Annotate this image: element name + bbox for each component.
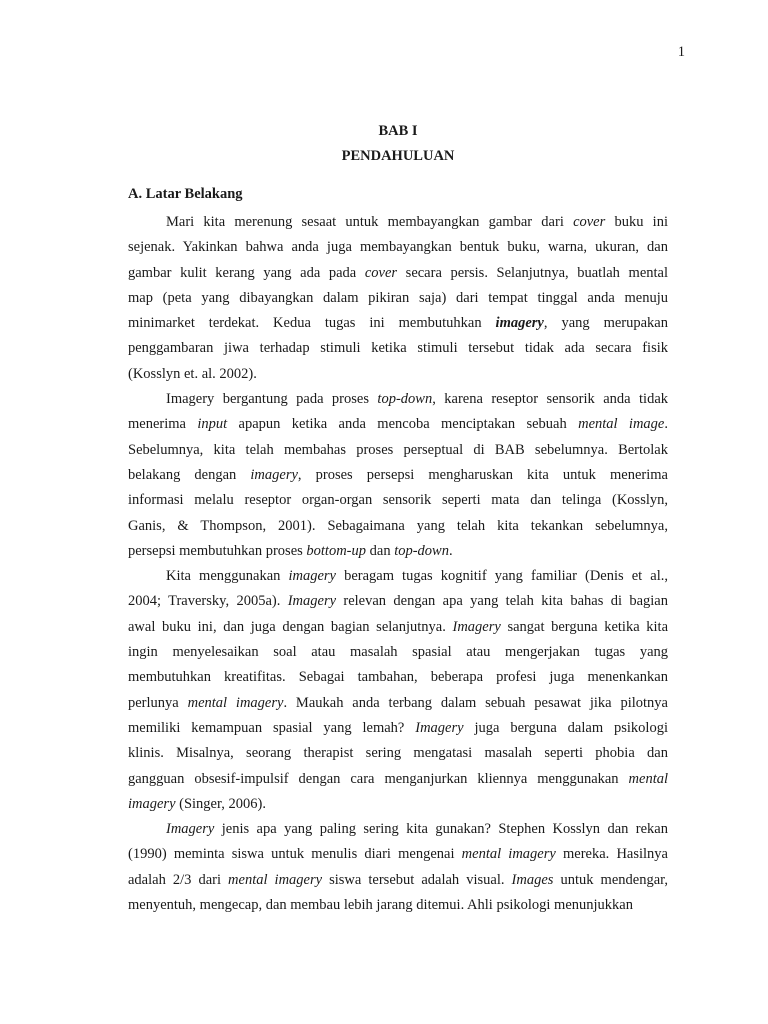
text-run: (Singer, 2006). (175, 795, 266, 812)
text-run: Ganis, & Thompson, 2001). Sebagaimana yang telah kita tekankan sebelumnya, (128, 517, 668, 534)
text-line (128, 868, 668, 893)
text-line (128, 665, 668, 690)
text-run: memiliki kemampuan spasial yang lemah? (128, 719, 416, 736)
section-heading: A. Latar Belakang (128, 186, 243, 202)
text-run: , karena reseptor sensorik anda tidak (432, 391, 669, 408)
text-line (128, 311, 668, 336)
text-run: menyentuh, mengecap, dan membau lebih jarang ditemui. Ahli psikologi menunjukkan (128, 897, 633, 914)
text-line (128, 362, 668, 387)
text-run: adalah 2/3 dari (128, 871, 229, 888)
text-run: mental imagery (228, 871, 323, 888)
text-run: top-down (394, 542, 449, 559)
text-run: Imagery (452, 618, 501, 635)
text-run: mental image (578, 416, 665, 433)
text-run: minimarket terdekat. Kedua tugas ini membutuhkan (128, 315, 496, 332)
text-run: apapun ketika anda mencoba menciptakan sebuah (227, 416, 579, 433)
text-line (128, 893, 668, 918)
text-run: sangat berguna ketika kita (500, 618, 669, 635)
text-line (128, 514, 668, 539)
text-run: , proses persepsi mengharuskan kita untuk menerima (297, 466, 668, 483)
text-line (128, 336, 668, 361)
text-run: buku ini (605, 214, 668, 230)
text-run: . Maukah anda terbang dalam sebuah pesawat jika pilotnya (283, 694, 668, 711)
text-line (128, 286, 668, 311)
text-run: informasi melalu reseptor organ-organ sensorik seperti mata dan telinga (Kosslyn, (128, 492, 668, 509)
text-run: belakang dengan (128, 466, 251, 483)
text-run: mental imagery (461, 846, 556, 863)
text-run: bottom-up (306, 542, 367, 559)
text-run: Imagery bergantung pada proses (166, 391, 378, 408)
text-run: map (peta yang dibayangkan dalam pikiran saja) dari tempat tinggal anda menuju (128, 289, 668, 306)
text-run: imagery (495, 315, 544, 332)
text-run: (1990) meminta siswa untuk menulis diari mengenai (128, 846, 462, 863)
text-line (128, 691, 668, 716)
text-run: membutuhkan kreatifitas. Sebagai tambahan, beberapa profesi juga menenkankan (128, 669, 668, 686)
chapter-title: PENDAHULUAN (341, 148, 455, 164)
text-run: Images (511, 871, 554, 888)
text-line (128, 261, 668, 286)
text-line (128, 640, 668, 665)
text-run: imagery (250, 466, 298, 483)
text-line (128, 792, 668, 817)
text-run: beragam tugas kognitif yang familiar (Denis et al., (335, 568, 668, 585)
page-number: 1 (677, 44, 685, 60)
text-run: mental imagery (187, 694, 284, 711)
text-run: input (197, 416, 228, 433)
text-run: cover (573, 214, 606, 230)
text-run: ingin menyelesaikan soal atau masalah spasial atau mengerjakan tugas yang (128, 644, 668, 661)
text-run: untuk mendengar, (553, 871, 668, 888)
paragraph (128, 387, 668, 564)
text-line (128, 817, 668, 842)
text-run: Imagery (415, 719, 464, 736)
text-line (128, 842, 668, 867)
text-run: imagery (128, 795, 176, 812)
text-run: gambar kulit kerang yang ada pada (128, 264, 365, 281)
text-run: Kita menggunakan (166, 568, 289, 585)
text-run: imagery (288, 568, 336, 585)
text-run: . (664, 416, 668, 433)
text-run: Mari kita merenung sesaat untuk membayangkan gambar dari (166, 214, 574, 230)
text-run: (Kosslyn et. al. 2002). (128, 365, 257, 382)
text-run: awal buku ini, dan juga dengan bagian selanjutnya. (128, 618, 453, 635)
text-run: perlunya (128, 694, 188, 711)
paragraph (128, 817, 668, 918)
text-line (128, 463, 668, 488)
text-run: cover (364, 264, 398, 281)
text-line (128, 741, 668, 766)
text-line (128, 615, 668, 640)
text-run: , yang merupakan (543, 315, 668, 332)
text-line (128, 412, 668, 437)
text-line (128, 716, 668, 741)
text-line (128, 387, 668, 412)
text-line (128, 488, 668, 513)
text-run: gangguan obsesif-impulsif dengan cara menganjurkan kliennya menggunakan (128, 770, 629, 787)
text-run: relevan dengan apa yang telah kita bahas di bagian (336, 593, 668, 610)
text-run: dan (366, 542, 395, 559)
text-run: Sebelumnya, kita telah membahas proses perseptual di BAB sebelumnya. Bertolak (128, 441, 668, 458)
text-run: siswa tersebut adalah visual. (322, 871, 512, 888)
text-run: juga berguna dalam psikologi (463, 719, 668, 736)
text-line (128, 210, 668, 235)
text-run: mental (628, 770, 668, 787)
text-run: . (448, 542, 453, 559)
text-run: Imagery (287, 593, 337, 610)
text-line (128, 438, 668, 463)
text-line (128, 564, 668, 589)
text-run: klinis. Misalnya, seorang therapist sering mengatasi masalah seperti phobia dan (128, 745, 668, 762)
text-line (128, 589, 668, 614)
text-line (128, 767, 668, 792)
text-line (128, 235, 668, 260)
text-run: top-down (377, 391, 433, 408)
text-run: penggambaran jiwa terhadap stimuli ketika stimuli tersebut tidak ada secara fisik (128, 340, 668, 357)
text-run: sejenak. Yakinkan bahwa anda juga membayangkan bentuk buku, warna, ukuran, dan (128, 239, 668, 256)
text-run: menerima (128, 416, 198, 433)
text-run: 2004; Traversky, 2005a). (128, 593, 288, 610)
paragraph (128, 564, 668, 817)
chapter-number: BAB I (378, 123, 418, 139)
body-text (128, 210, 668, 918)
text-run: jenis apa yang paling sering kita gunakan? Stephen Kosslyn dan rekan (214, 821, 668, 838)
paragraph (128, 210, 668, 387)
text-line (128, 539, 668, 564)
text-run: mereka. Hasilnya (555, 846, 668, 863)
text-run: Imagery (166, 821, 215, 838)
text-run: persepsi membutuhkan proses (128, 542, 307, 559)
text-run: secara persis. Selanjutnya, buatlah mental (397, 264, 668, 281)
